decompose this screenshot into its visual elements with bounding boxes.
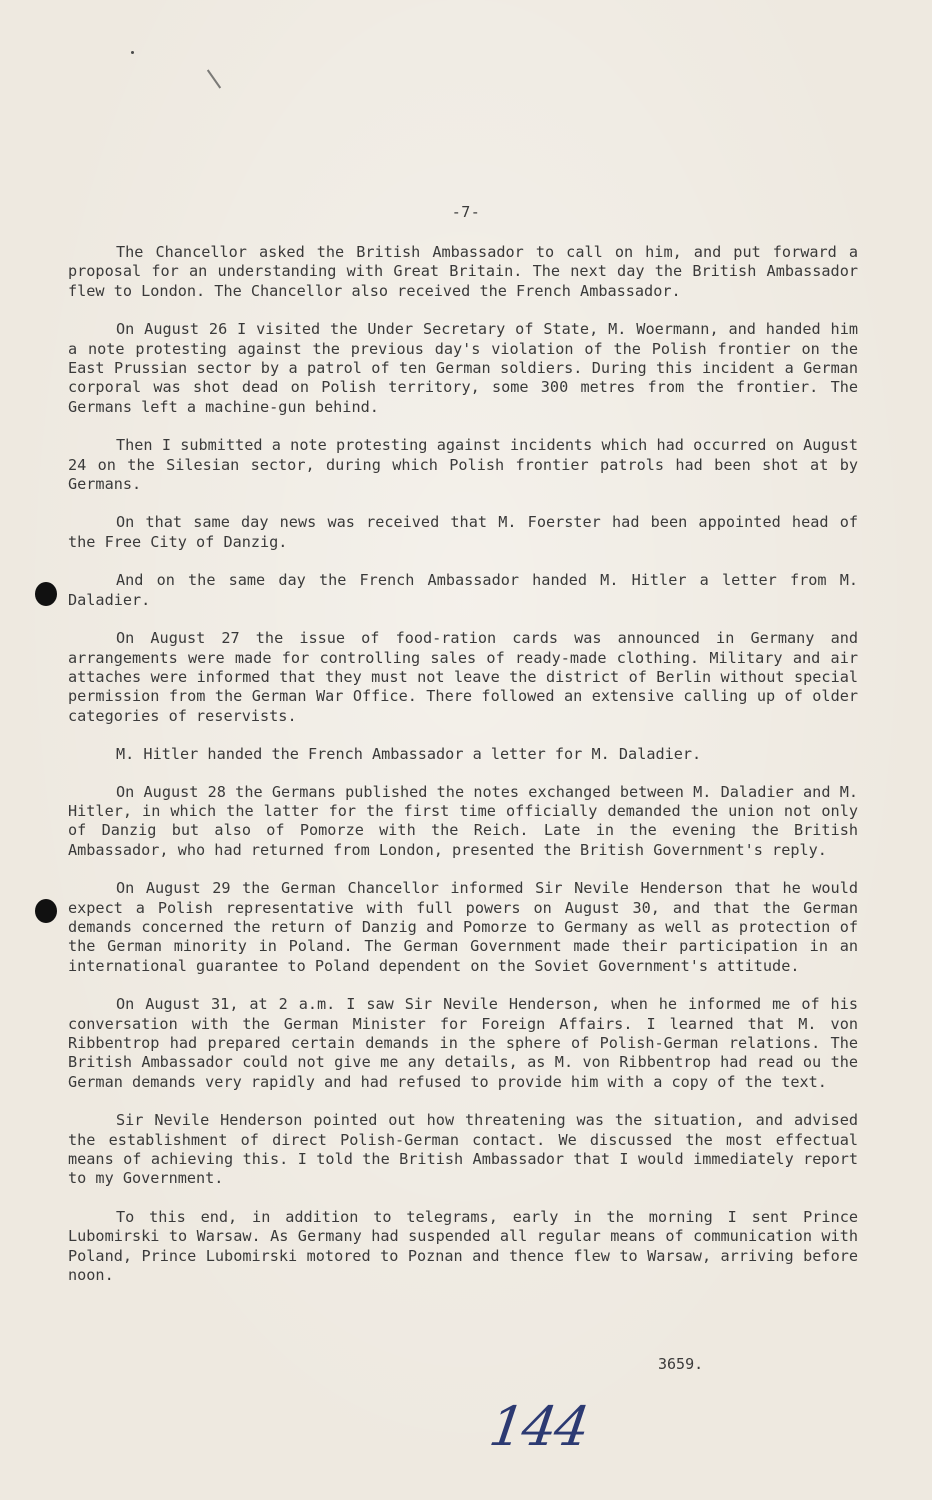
paragraph: Sir Nevile Henderson pointed out how threatening was the situation, and advised the establishment of direct Polish-German contact. We discussed the most effectual means of achieving this. I told the British Ambassador that I would immediately report to my Government. xyxy=(68,1111,858,1188)
body-text xyxy=(68,243,858,1304)
paragraph: M. Hitler handed the French Ambassador a letter for M. Daladier. xyxy=(116,745,702,764)
handwritten-folio-number: 144 xyxy=(485,1395,592,1458)
paragraph: Then I submitted a note protesting against incidents which had occurred on August 24 on the Silesian sector, during which Polish frontier patrols had been shot at by Germans. xyxy=(68,436,858,494)
paragraph: On August 27 the issue of food-ration cards was announced in Germany and arrangements were made for controlling sales of ready-made clothing. Military and air attaches were informed that they must not leave the district of Berlin without special permission from the German War Office. There followed an extensive calling up of older categories of reservists. xyxy=(68,629,858,725)
paragraph: And on the same day the French Ambassador handed M. Hitler a letter from M. Daladier. xyxy=(68,571,858,609)
page-number: -7- xyxy=(451,203,481,221)
stray-tick-mark xyxy=(207,69,221,88)
paragraph: On August 29 the German Chancellor informed Sir Nevile Henderson that he would expect a Polish representative with full powers on August 30, and that the German demands concerned the return of Danzig and Pomorze to Germany as well as protection of the German minority in Poland. The German Government made their participation in an international guarantee to Poland dependent on the Soviet Government's attitude. xyxy=(68,879,858,975)
paragraph: On that same day news was received that M. Foerster had been appointed head of the Free City of Danzig. xyxy=(68,513,858,551)
punch-hole-upper xyxy=(35,582,57,606)
stray-dot-mark xyxy=(131,51,134,54)
paragraph: On August 28 the Germans published the notes exchanged between M. Daladier and M. Hitler, in which the latter for the first time officially demanded the union not only of Danzig but also of Pomorze with the Reich. Late in the evening the British Ambassador, who had returned from London, presented the British Government's reply. xyxy=(68,782,858,859)
punch-hole-lower xyxy=(35,899,57,923)
paragraph: On August 26 I visited the Under Secretary of State, M. Woermann, and handed him a note protesting against the previous day's violation of the Polish frontier on the East Prussian sector by a patrol of ten German soldiers. During this incident a German corporal was shot dead on Polish territory, some 300 metres from the frontier. The Germans left a machine-gun behind. xyxy=(68,320,858,416)
document-number: 3659. xyxy=(658,1355,704,1373)
paragraph: To this end, in addition to telegrams, early in the morning I sent Prince Lubomirski to Warsaw. As Germany had suspended all regular means of communication with Poland, Prince Lubomirski motored to Poznan and thence flew to Warsaw, arriving before noon. xyxy=(68,1207,858,1285)
paragraph: The Chancellor asked the British Ambassador to call on him, and put forward a proposal for an understanding with Great Britain. The next day the British Ambassador flew to London. The Chancellor also received the French Ambassador. xyxy=(68,243,858,300)
paragraph: On August 31, at 2 a.m. I saw Sir Nevile Henderson, when he informed me of his conversation with the German Minister for Foreign Affairs. I learned that M. von Ribbentrop had prepared certain demands in the sphere of Polish-German relations. The British Ambassador could not give me any details, as M. von Ribbentrop had read ou the German demands very rapidly and had refused to provide him with a copy of the text. xyxy=(68,995,858,1091)
